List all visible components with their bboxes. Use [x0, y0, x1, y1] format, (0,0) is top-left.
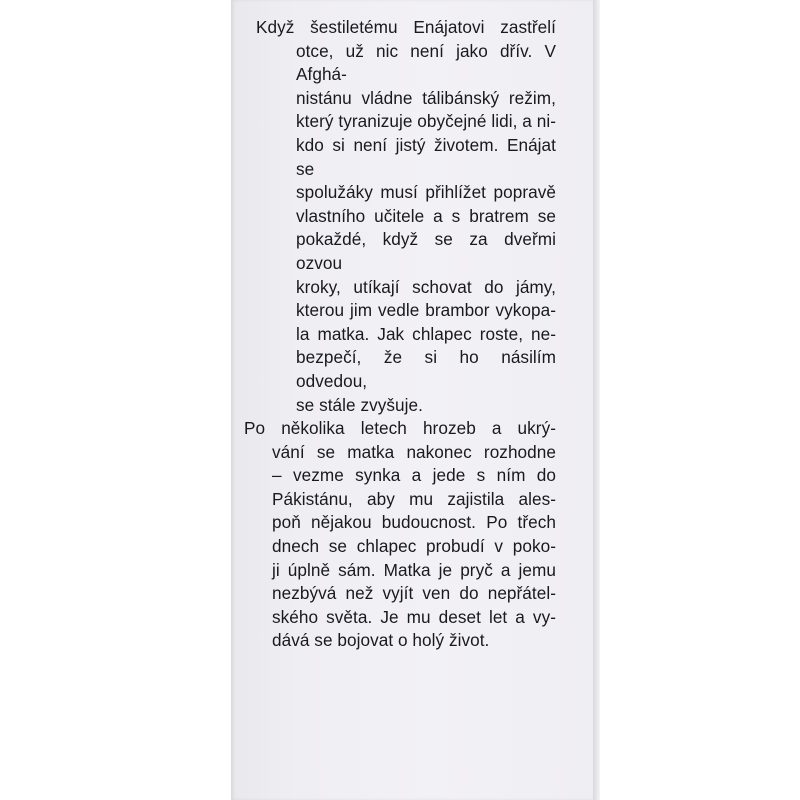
blurb-line: vlastního učitele a s bratrem se	[296, 205, 556, 226]
blurb-line: la matka. Jak chlapec roste, ne-	[296, 323, 556, 344]
blurb-line: vání se matka nakonec rozhodne	[272, 441, 556, 462]
blurb-line: ji úplně sám. Matka je pryč a jemu	[272, 559, 556, 580]
blurb-line: bezpečí, že si ho násilím odvedou,	[296, 347, 556, 391]
blurb-line: který tyranizuje obyčejné lidi, a ni-	[296, 111, 556, 132]
blurb-line: kterou jim vedle brambor vykopa-	[296, 300, 556, 321]
blurb-line: Po několika letech hrozeb a ukrý-	[244, 418, 556, 439]
blurb-line: kdo si není jistý životem. Enájat se	[296, 134, 556, 179]
blurb-line: se stále zvyšuje.	[296, 394, 423, 415]
blurb-line: poň nějakou budoucnost. Po třech	[272, 512, 556, 533]
book-edge	[593, 0, 600, 800]
blurb-line: nistánu vládne tálibánský režim,	[296, 87, 556, 108]
blurb-line: spolužáky musí přihlížet popravě	[296, 182, 556, 203]
blurb-line: dává se bojovat o holý život.	[272, 630, 490, 651]
blurb-line: kroky, utíkají schovat do jámy,	[296, 276, 556, 297]
blurb-line: – vezme synka a jede s ním do	[272, 465, 556, 486]
blurb-line: Když šestiletému Enájatovi zastřelí	[256, 17, 556, 37]
blurb-line: nezbývá než vyjít ven do nepřátel-	[272, 583, 556, 604]
blurb-line: dnech se chlapec probudí v poko-	[272, 536, 556, 557]
blurb-line: Pákistánu, aby mu zajistila ales-	[272, 488, 556, 509]
blurb-line: pokaždé, když se za dveřmi ozvou	[296, 229, 556, 273]
blurb-line: ského světa. Je mu deset let a vy-	[272, 606, 556, 627]
blurb-line: otce, už nic není jako dřív. V Afghá-	[296, 40, 556, 85]
book-blurb	[244, 16, 556, 653]
